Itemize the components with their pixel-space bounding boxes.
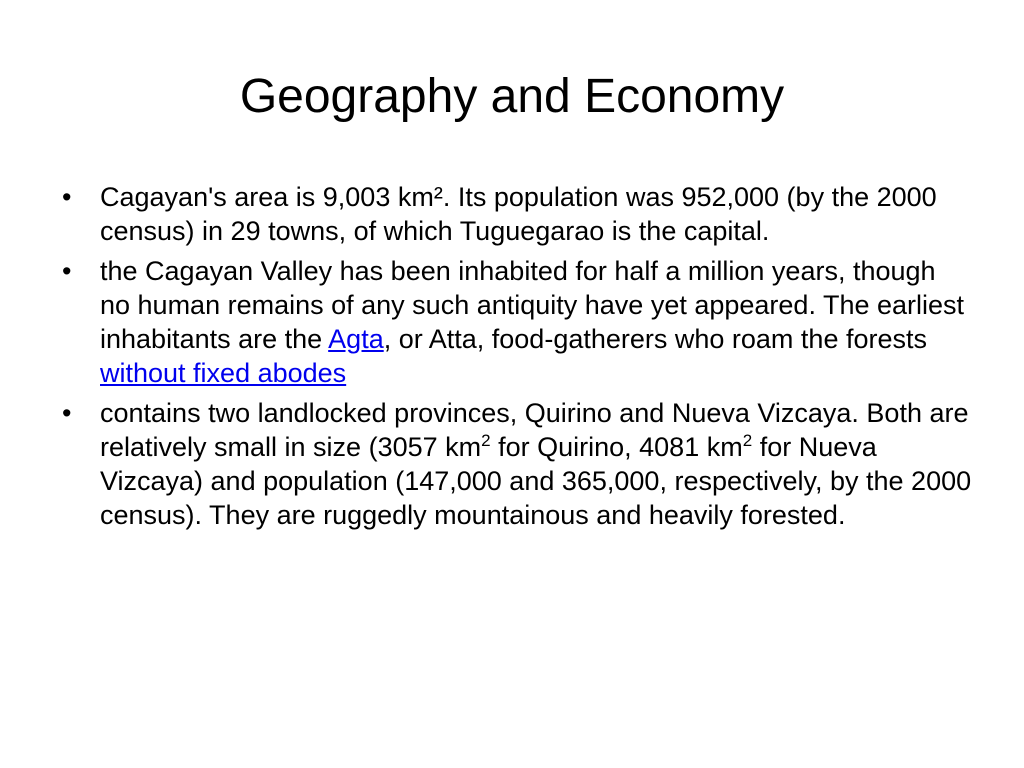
- bullet-text-segment: for Nueva Vizcaya) and population (147,000 and 365,000, respectively, by the 2000 census). They are ruggedly mountainous and heavily forested.: [100, 432, 972, 530]
- bullet-list: [60, 180, 972, 538]
- bullet-text-segment: contains two landlocked provinces, Quirino and Nueva Vizcaya. Both are relatively small in size (3057 km: [100, 398, 969, 462]
- bullet-text-segment: , or Atta, food-gatherers who roam the forests: [383, 324, 927, 354]
- bullet-item-area: [60, 180, 972, 248]
- bullet-glyph: •: [62, 182, 72, 212]
- bullet-text-segment: the Cagayan Valley has been inhabited for half a million years, though no human remains of any such antiquity have yet appeared. The earliest inhabitants are the: [100, 256, 965, 354]
- bullet-text: Cagayan's area is 9,003 km². Its population was 952,000 (by the 2000 census) in 29 towns, of which Tuguegarao is the capital.: [100, 182, 937, 246]
- bullet-glyph: •: [62, 398, 72, 428]
- superscript: 2: [481, 431, 491, 450]
- bullet-text: [100, 254, 972, 390]
- slide-title: Geography and Economy: [239, 70, 785, 123]
- bullet-text: [100, 396, 972, 532]
- bullet-text-segment: for Quirino, 4081 km: [490, 432, 743, 462]
- superscript: 2: [742, 431, 753, 450]
- bullet-glyph: •: [62, 256, 72, 286]
- agta-link[interactable]: Agta: [328, 324, 384, 354]
- bullet-item-provinces: [60, 396, 972, 532]
- without-fixed-abodes-link[interactable]: without fixed abodes: [100, 358, 347, 388]
- bullet-item-history: [60, 254, 972, 390]
